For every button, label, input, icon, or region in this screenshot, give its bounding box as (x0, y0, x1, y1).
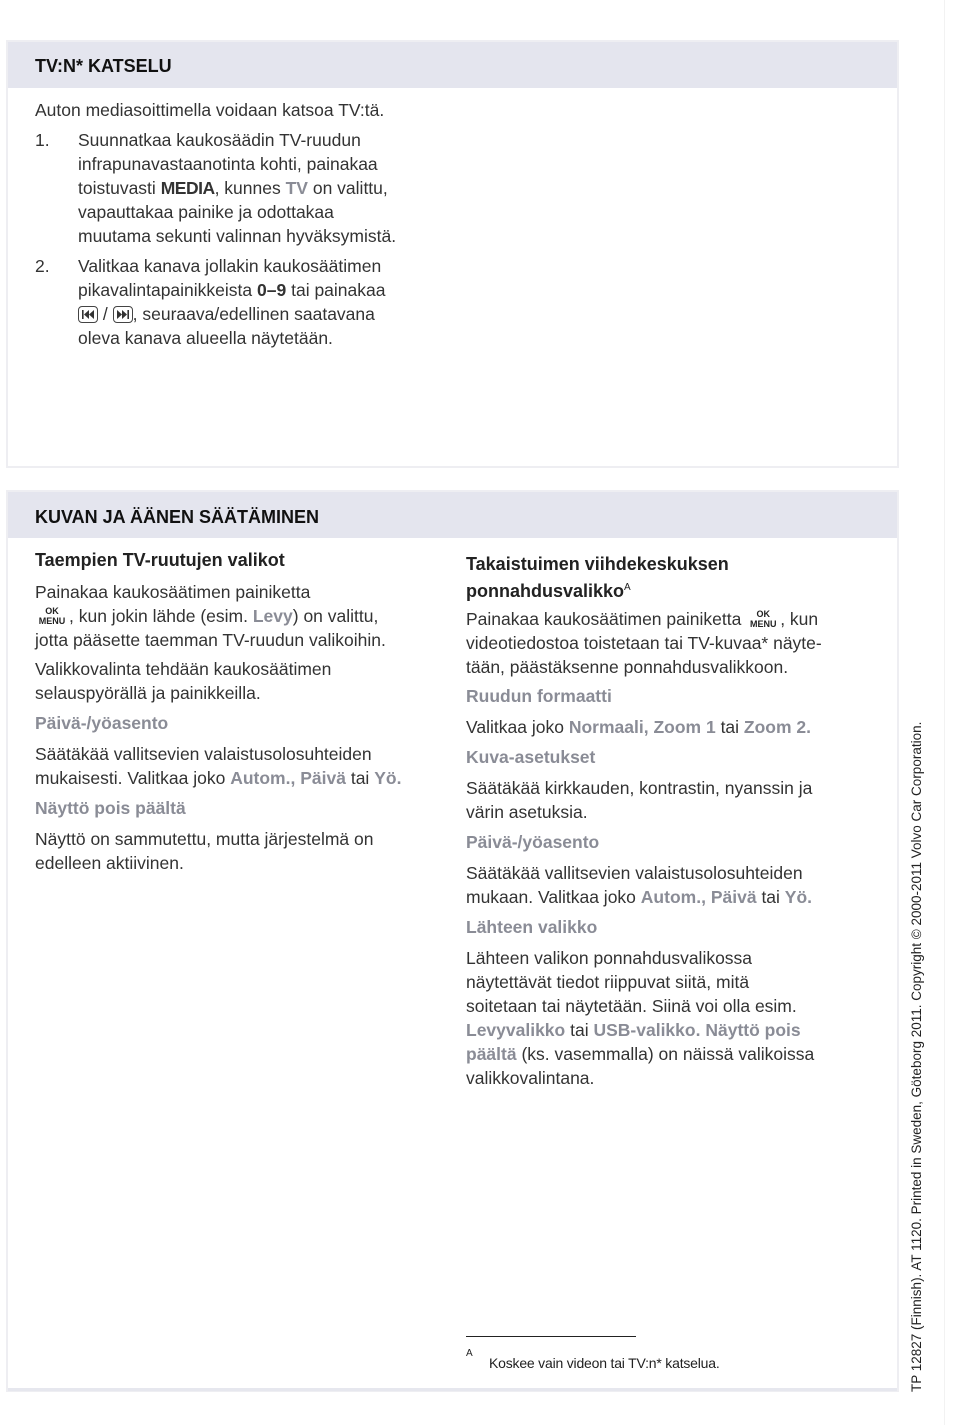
day-night-label-left: Päivä-/yöasento (35, 713, 169, 733)
picture-settings-label: Kuva-asetukset (466, 747, 596, 767)
day-night-label-right: Päivä-/yöasento (466, 832, 600, 852)
ok-menu-button-icon: OK MENU (749, 609, 777, 629)
picture-sound-title: KUVAN JA ÄÄNEN SÄÄTÄMINEN (35, 507, 320, 527)
menu-selection-text: Valikkovalinta tehdään kaukosäätimen selauspyörällä ja painikkeilla. (35, 659, 332, 703)
media-button-icon: MEDIA (160, 178, 215, 198)
footnote-mark: A (466, 1348, 473, 1359)
footnote-rule (466, 1336, 636, 1337)
screen-format-label: Ruudun formaatti (466, 686, 612, 706)
footnote-text: Koskee vain videon tai TV:n* katselua. (489, 1355, 720, 1371)
display-off-label: Näyttö pois päältä (35, 798, 186, 818)
step2-number: 2. (35, 256, 50, 276)
step1-number: 1. (35, 130, 50, 150)
step1-text: Suunnatkaa kaukosäädin TV-ruudun infrapunavastaanotinta kohti, painakaa toistuvasti MEDIA, kunnes TV on valittu, vapauttakaa painike ja odottakaa muutama sekunti valinnan hyväksymistä. (78, 130, 397, 246)
skip-forward-icon (113, 306, 133, 323)
bottom-rule (8, 1388, 897, 1391)
source-menu-text: Lähteen valikon ponnahdusvalikossa näytettävät tiedot riippuvat siitä, mitä soitetaan tai näytetään. Siinä voi olla esim. Levyvalikko tai USB-valikko. Näyttö pois päältä (ks. vasemmalla) on näissä valikoissa valikkovalintana. (466, 948, 815, 1088)
popup-menu-subtitle: Takaistuimen viihdekeskuksen ponnahdusvalikko$^A$ (466, 554, 729, 601)
popup-menu-text: Painakaa kaukosäätimen painiketta OK MENU , kun videotiedostoa toistetaan tai TV-kuvaa* näyte- tään, päästäksenne ponnahdusvalikkoon. (466, 609, 822, 677)
day-night-text-right: Säätäkää vallitsevien valaistusolosuhteiden mukaan. Valitkaa joko Autom., Päivä tai Yö. (466, 863, 813, 907)
copyright-sidebar: TP 12827 (Finnish). AT 1120. Printed in Sweden, Göteborg 2011. Copyright © 2000-2011 Volvo Car Corporation. (909, 721, 924, 1392)
day-night-text-left: Säätäkää vallitsevien valaistusolosuhteiden mukaisesti. Valitkaa joko Autom., Päivä tai Yö. (35, 744, 402, 788)
ok-menu-button-icon: OK MENU (38, 606, 66, 626)
picture-settings-text: Säätäkää kirkkauden, kontrastin, nyanssin ja värin asetuksia. (466, 778, 813, 822)
source-menu-label: Lähteen valikko (466, 917, 598, 937)
step2-text: Valitkaa kanava jollakin kaukosäätimen pikavalintapainikkeista 0–9 tai painakaa / , seuraava/edellinen saatavana oleva kanava alueella näytetään. (78, 256, 386, 348)
rear-screens-text: Painakaa kaukosäätimen painiketta OK MENU , kun jokin lähde (esim. Levy) on valittu, jotta pääsette taemman TV-ruudun valikoihin. (35, 582, 386, 650)
skip-back-icon (78, 306, 98, 323)
display-off-text: Näyttö on sammutettu, mutta järjestelmä on edelleen aktiivinen. (35, 829, 374, 873)
tv-intro: Auton mediasoittimella voidaan katsoa TV:tä. (35, 100, 385, 120)
screen-format-text: Valitkaa joko Normaali, Zoom 1 tai Zoom 2. (466, 717, 812, 737)
tv-viewing-title: TV:N* KATSELU (35, 56, 172, 76)
rear-screens-subtitle: Taempien TV-ruutujen valikot (35, 550, 285, 570)
page-edge (944, 0, 945, 1425)
